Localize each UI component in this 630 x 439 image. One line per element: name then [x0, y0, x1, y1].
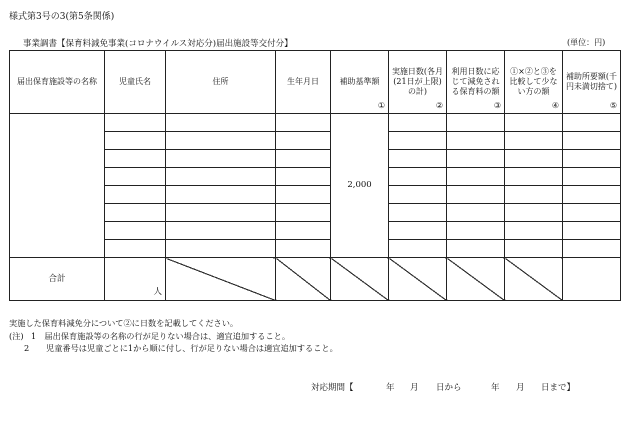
- child-name-cell[interactable]: [105, 114, 166, 132]
- reduced-fee-cell[interactable]: [447, 240, 505, 258]
- total-label: 合計: [48, 273, 66, 284]
- lesser-amount-cell[interactable]: [505, 204, 563, 222]
- total-label-cell: [10, 258, 105, 301]
- unit-note: (単位：円): [567, 38, 606, 47]
- birthdate-cell[interactable]: [276, 168, 331, 186]
- days-cell[interactable]: [389, 222, 447, 240]
- required-amount-cell[interactable]: [563, 222, 621, 240]
- header-label: 児童氏名: [119, 77, 151, 86]
- period-day-from: 日から: [436, 383, 462, 393]
- address-cell[interactable]: [166, 168, 276, 186]
- header-label: 利用日数に応じて減免される保育料の額: [451, 67, 500, 96]
- header-reduced-fee: [447, 51, 505, 114]
- notes: [9, 317, 338, 355]
- reduced-fee-cell[interactable]: [447, 150, 505, 168]
- lesser-amount-cell[interactable]: [505, 240, 563, 258]
- person-unit: 人: [153, 287, 162, 298]
- header-label: 補助基準額: [339, 77, 380, 86]
- total-standard-amount-cell: [331, 258, 389, 301]
- header-facility-name: [10, 51, 105, 114]
- child-name-cell[interactable]: [105, 168, 166, 186]
- address-cell[interactable]: [166, 186, 276, 204]
- address-cell[interactable]: [166, 132, 276, 150]
- lesser-amount-cell[interactable]: [505, 186, 563, 204]
- birthdate-cell[interactable]: [276, 114, 331, 132]
- reduced-fee-cell[interactable]: [447, 114, 505, 132]
- lesser-amount-cell[interactable]: [505, 222, 563, 240]
- child-name-cell[interactable]: [105, 132, 166, 150]
- column-mark: ③: [493, 101, 501, 110]
- birthdate-cell[interactable]: [276, 204, 331, 222]
- lesser-amount-cell[interactable]: [505, 168, 563, 186]
- note-item-2: [9, 342, 338, 355]
- total-required-amount-cell[interactable]: [563, 258, 621, 301]
- address-cell[interactable]: [166, 114, 276, 132]
- notes-intro: 実施した保育料減免分について②に日数を記載してください。: [9, 318, 239, 328]
- required-amount-cell[interactable]: [563, 240, 621, 258]
- total-birthdate-cell: [276, 258, 331, 301]
- standard-amount-cell: [331, 114, 389, 258]
- header-required-amount: [563, 51, 621, 114]
- lesser-amount-cell[interactable]: [505, 114, 563, 132]
- table-body: [10, 51, 621, 301]
- days-cell[interactable]: [389, 114, 447, 132]
- header-label: ①×②と③を比較して少ない方の額: [509, 67, 558, 96]
- period-month-end: 月: [516, 383, 525, 393]
- column-mark: ⑤: [609, 101, 617, 110]
- required-amount-cell[interactable]: [563, 114, 621, 132]
- child-name-cell[interactable]: [105, 222, 166, 240]
- header-lesser-amount: [505, 51, 563, 114]
- form-label: 様式第3号の3(第5条関係): [9, 12, 115, 22]
- survey-table: [9, 50, 621, 301]
- days-cell[interactable]: [389, 204, 447, 222]
- days-cell[interactable]: [389, 186, 447, 204]
- note-number: 1: [31, 330, 37, 341]
- header-label: 届出保育施設等の名称: [17, 77, 97, 86]
- total-days-cell: [389, 258, 447, 301]
- reduced-fee-cell[interactable]: [447, 168, 505, 186]
- days-cell[interactable]: [389, 150, 447, 168]
- birthdate-cell[interactable]: [276, 150, 331, 168]
- period-day-until: 日まで】: [541, 383, 576, 393]
- reduced-fee-cell[interactable]: [447, 186, 505, 204]
- birthdate-cell[interactable]: [276, 222, 331, 240]
- reduced-fee-cell[interactable]: [447, 132, 505, 150]
- address-cell[interactable]: [166, 240, 276, 258]
- address-cell[interactable]: [166, 150, 276, 168]
- column-mark: ②: [435, 101, 443, 110]
- header-standard-amount: [331, 51, 389, 114]
- total-lesser-amount-cell: [505, 258, 563, 301]
- table-row: [10, 114, 621, 132]
- required-amount-cell[interactable]: [563, 132, 621, 150]
- total-reduced-fee-cell: [447, 258, 505, 301]
- required-amount-cell[interactable]: [563, 168, 621, 186]
- note-prefix: (注): [9, 330, 24, 341]
- standard-amount-value: 2,000: [347, 180, 372, 191]
- reduced-fee-cell[interactable]: [447, 222, 505, 240]
- required-amount-cell[interactable]: [563, 186, 621, 204]
- child-name-cell[interactable]: [105, 240, 166, 258]
- header-label: 生年月日: [287, 77, 319, 86]
- reduced-fee-cell[interactable]: [447, 204, 505, 222]
- document-title: 事業調書【保育料減免事業(コロナウイルス対応分)届出施設等交付分】: [23, 39, 293, 49]
- note-number: 2: [24, 343, 30, 353]
- child-name-cell[interactable]: [105, 186, 166, 204]
- required-amount-cell[interactable]: [563, 150, 621, 168]
- period-label: 対応期間【: [311, 383, 354, 393]
- header-days: [389, 51, 447, 114]
- lesser-amount-cell[interactable]: [505, 150, 563, 168]
- period-month-start: 月: [410, 383, 419, 393]
- note-item-1: [9, 330, 338, 343]
- days-cell[interactable]: [389, 132, 447, 150]
- required-amount-cell[interactable]: [563, 204, 621, 222]
- header-label: 住所: [212, 77, 229, 86]
- total-row: [10, 258, 621, 301]
- address-cell[interactable]: [166, 222, 276, 240]
- period-year-start: 年: [386, 383, 395, 393]
- header-label: 実施日数(各月(21日が上限)の計): [391, 67, 444, 96]
- header-child-name: [105, 51, 166, 114]
- period-year-end: 年: [491, 383, 500, 393]
- child-name-cell[interactable]: [105, 204, 166, 222]
- days-cell[interactable]: [389, 240, 447, 258]
- note-text: 児童番号は児童ごとに1から順に付し、行が足りない場合は適宜追加すること。: [46, 343, 338, 353]
- lesser-amount-cell[interactable]: [505, 132, 563, 150]
- note-text: 届出保育施設等の名称の行が足りない場合は、適宜追加すること。: [44, 330, 291, 341]
- days-cell[interactable]: [389, 168, 447, 186]
- header-address: [166, 51, 276, 114]
- total-children-cell[interactable]: [105, 258, 166, 301]
- birthdate-cell[interactable]: [276, 186, 331, 204]
- header-birthdate: [276, 51, 331, 114]
- column-mark: ④: [551, 101, 559, 110]
- total-address-cell: [166, 258, 276, 301]
- column-mark: ①: [377, 101, 385, 110]
- address-cell[interactable]: [166, 204, 276, 222]
- header-label: 補助所要額(千円未満切捨て): [565, 72, 618, 91]
- child-name-cell[interactable]: [105, 150, 166, 168]
- header-row: [10, 51, 621, 114]
- facility-name-cell[interactable]: [10, 114, 105, 258]
- birthdate-cell[interactable]: [276, 240, 331, 258]
- birthdate-cell[interactable]: [276, 132, 331, 150]
